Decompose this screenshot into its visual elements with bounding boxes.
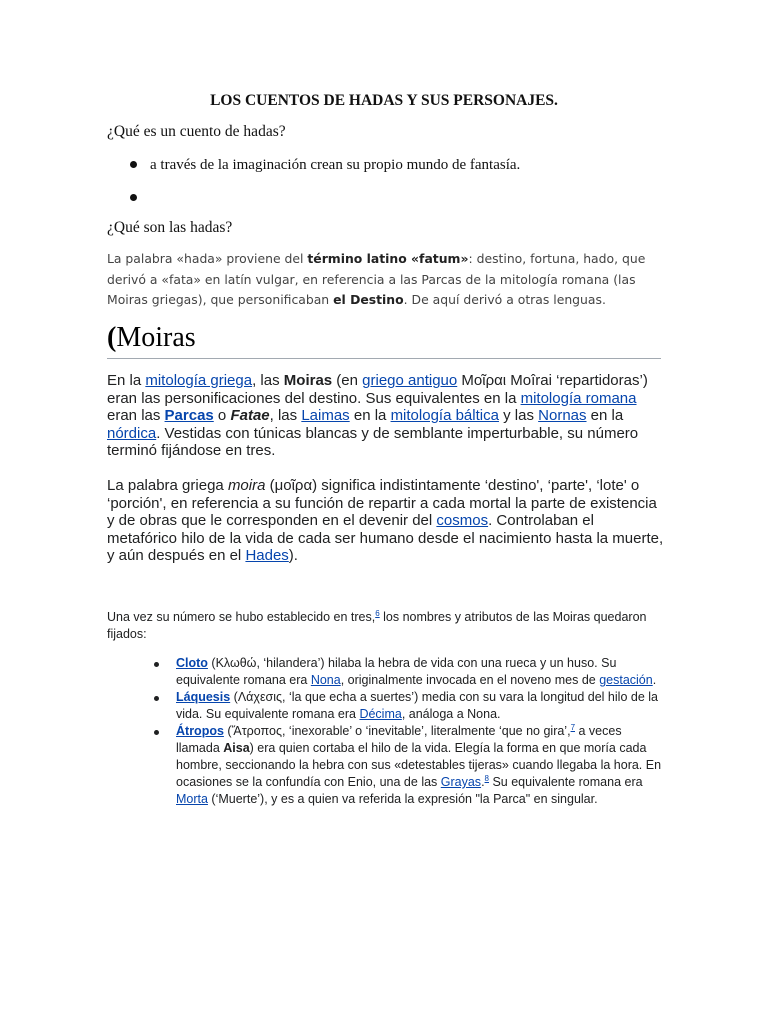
footnote-link-8[interactable]: 8 xyxy=(484,774,489,783)
section-heading-moiras xyxy=(107,320,661,359)
text: (μοῖρα) significa indistintamente ‘destino', ‘parte', ‘lote' o ‘porción', en referencia a su función de repartir a cada mortal la parte de existencia y de obras que le corresponden en el devenir del xyxy=(107,477,657,529)
text: . xyxy=(481,775,485,789)
list-item-atropos xyxy=(152,723,662,808)
text: Μοῖραι Moîrai ‘repartidoras’) eran las personificaciones del destino. Sus equivalentes en la xyxy=(107,372,648,407)
bold-text: Aisa xyxy=(223,741,250,755)
text: En la xyxy=(107,372,146,389)
link-morta[interactable]: Morta xyxy=(176,792,208,806)
link-mitologia-baltica[interactable]: mitología báltica xyxy=(390,407,499,424)
link-laquesis[interactable]: Láquesis xyxy=(176,690,231,704)
link-mitologia-griega[interactable]: mitología griega xyxy=(145,372,253,389)
bold-text: el Destino xyxy=(333,292,404,307)
footnote-link-7[interactable]: 7 xyxy=(570,723,576,732)
text: ). xyxy=(288,547,298,564)
fairy-tale-bullet-list xyxy=(130,155,520,221)
text: La palabra griega xyxy=(107,477,228,494)
link-parcas[interactable]: Parcas xyxy=(164,407,214,424)
footnote-link-6[interactable]: 6 xyxy=(375,609,380,618)
list-item xyxy=(130,188,520,221)
moiras-intro-paragraph xyxy=(107,372,667,460)
heading-text: Moiras xyxy=(116,322,196,353)
text: , las xyxy=(252,372,284,389)
italic-text: moira xyxy=(227,477,266,494)
text: (Ἄτροπος, ‘inexorable’ o ‘inevitable’, literalmente ‘que no gira’, xyxy=(223,724,571,738)
heading-paren: ( xyxy=(107,322,117,353)
link-grayas[interactable]: Grayas xyxy=(440,775,482,789)
text: en la xyxy=(349,407,391,424)
text: , originalmente invocada en el noveno mes de xyxy=(340,673,600,687)
hada-etymology-paragraph xyxy=(107,249,667,311)
link-gestacion[interactable]: gestación xyxy=(599,673,653,687)
list-item: a través de la imaginación crean su propio mundo de fantasía. xyxy=(130,155,520,188)
link-cloto[interactable]: Cloto xyxy=(176,656,208,670)
text: . xyxy=(652,673,657,687)
moira-word-paragraph xyxy=(107,477,667,565)
text: La palabra «hada» proviene del xyxy=(107,251,308,266)
text: (Λάχεσις, ‘la que echa a suertes’) media con su vara la longitud del hilo de la vida. Su equivalente romana era xyxy=(176,690,658,721)
link-griego-antiguo[interactable]: griego antiguo xyxy=(362,372,458,389)
bold-text: Moiras xyxy=(283,372,333,389)
document-title: LOS CUENTOS DE HADAS Y SUS PERSONAJES. xyxy=(210,92,558,109)
text: ) era quien cortaba el hilo de la vida. Elegía la forma en que moría cada hombre, seccionando la hebra con sus «detestables tijeras» cuando llegaba la hora. En ocasiones se la confundía con Enio, una de las xyxy=(176,741,662,789)
text: en la xyxy=(586,407,624,424)
link-nordica[interactable]: nórdica xyxy=(107,424,157,442)
moiras-names-intro xyxy=(107,609,667,643)
text: , análoga a Nona. xyxy=(401,707,501,721)
link-nornas[interactable]: Nornas xyxy=(538,407,587,424)
link-cosmos[interactable]: cosmos xyxy=(436,512,489,529)
text: (en xyxy=(332,372,363,389)
text: : destino, fortuna, hado, que derivó a «fata» en latín vulgar, en referencia a las Parcas de la mitología romana (las Moiras griegas), que personificaban xyxy=(107,251,646,307)
text: (Κλωθώ, ‘hilandera’) hilaba la hebra de vida con una rueca y un huso. Su equivalente romana era xyxy=(176,656,617,687)
text: (‘Muerte’), y es a quien va referida la expresión "la Parca" en singular. xyxy=(207,792,598,806)
bold-text: término latino «fatum» xyxy=(307,251,469,266)
text: . Vestidas con túnicas blancas y de semblante imperturbable, su número terminó fijándose en tres. xyxy=(107,424,639,459)
link-nona[interactable]: Nona xyxy=(310,673,341,687)
text: . De aquí derivó a otras lenguas. xyxy=(403,292,606,307)
text: a veces llamada xyxy=(176,724,622,755)
link-decima[interactable]: Décima xyxy=(359,707,402,721)
text: o xyxy=(213,407,231,424)
text: Su equivalente romana era xyxy=(489,775,643,789)
text: . Controlaban el metafórico hilo de la vida de cada ser humano desde el nacimiento hasta la muerte, y aún después en el xyxy=(107,512,664,564)
question-fairy-tale: ¿Qué es un cuento de hadas? xyxy=(107,123,286,140)
text: Una vez su número se hubo establecido en tres, xyxy=(107,610,376,624)
link-hades[interactable]: Hades xyxy=(245,547,289,564)
text: los nombres y atributos de las Moiras quedaron fijados: xyxy=(107,610,647,641)
text: y las xyxy=(498,407,539,424)
list-item-laquesis xyxy=(152,689,662,723)
question-fairies: ¿Qué son las hadas? xyxy=(107,219,233,236)
text: eran las xyxy=(107,407,165,424)
link-laimas[interactable]: Laimas xyxy=(301,407,350,424)
list-item-cloto xyxy=(152,655,662,689)
italic-text: Fatae xyxy=(230,407,270,424)
text: , las xyxy=(269,407,302,424)
link-mitologia-romana[interactable]: mitología romana xyxy=(520,389,637,407)
link-atropos[interactable]: Átropos xyxy=(176,724,224,738)
moiras-list xyxy=(152,655,662,808)
